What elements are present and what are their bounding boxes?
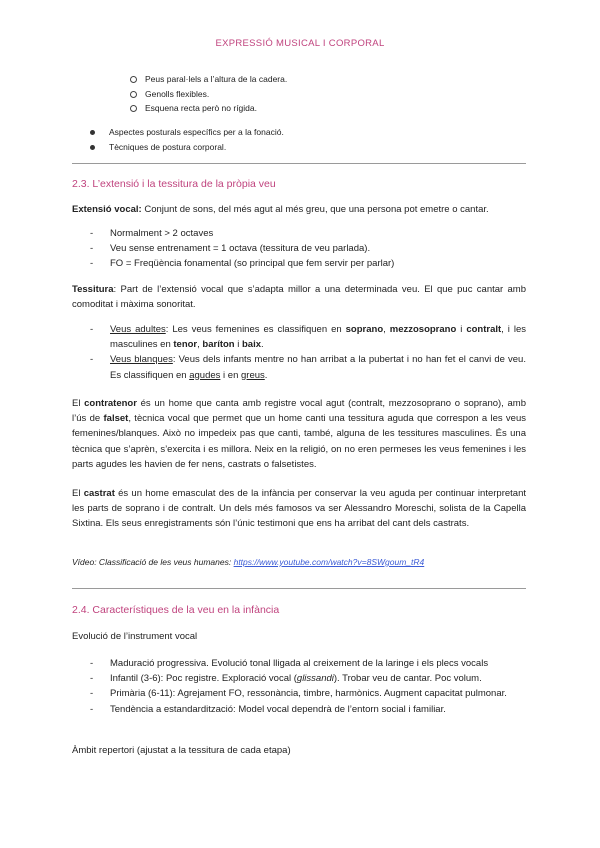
list-item: Esquena recta però no rígida.: [130, 101, 287, 116]
text-span: ,: [197, 339, 203, 351]
bullet-list: [90, 125, 284, 154]
text-span: ). Trobar veu de cantar. Poc volum.: [333, 673, 482, 685]
list-item: [90, 702, 526, 717]
list-item: [90, 686, 526, 701]
list-item-adult-voices: [90, 322, 526, 352]
extension-paragraph: [72, 202, 526, 217]
list-item: - FO = Freqüència fonamental (so principal que fem servir per parlar): [90, 256, 526, 271]
list-item: [90, 671, 526, 686]
page-header-title: EXPRESSIÓ MUSICAL I CORPORAL: [215, 38, 385, 49]
text-span: .: [261, 339, 264, 351]
text-span: i: [456, 324, 467, 335]
section-heading-2-4: 2.4. Característiques de la veu en la infància: [72, 604, 280, 616]
list-item: [90, 656, 526, 671]
term-mezzosoprano: mezzosoprano: [389, 324, 457, 335]
list-item: Genolls flexibles.: [130, 87, 287, 102]
voices-list: [90, 322, 526, 383]
term-glissandi: glissandi: [296, 673, 334, 685]
list-item: Peus paral·lels a l’altura de la cadera.: [130, 72, 287, 87]
term-soprano: soprano: [345, 324, 384, 335]
text-span: i en: [220, 369, 241, 381]
video-label: Vídeo: Classificació de les veus humanes:: [72, 557, 234, 567]
tessitura-paragraph: [72, 282, 526, 312]
adult-voices-label: Veus adultes: [110, 324, 166, 335]
text-span: , i les masculines en: [110, 324, 527, 351]
sub-bullet-list: [130, 72, 287, 116]
text-span: .: [264, 369, 268, 381]
text-span: : Les veus femenines es classifiquen en: [165, 324, 346, 335]
castrat-paragraph: [72, 486, 526, 532]
term-agudes: agudes: [189, 369, 221, 381]
text-span: Maduració progressiva. Evolució tonal lligada al creixement de la laringe i els plecs vocals: [110, 658, 489, 669]
list-item: - Veu sense entrenament = 1 octava (tessitura de veu parlada).: [90, 241, 526, 256]
term-bariton: baríton: [202, 339, 235, 351]
term-greus: greus: [241, 369, 265, 381]
term-baix: baix: [242, 339, 262, 351]
text-span: ,: [383, 324, 390, 335]
section-heading-2-3: 2.3. L’extensió i la tessitura de la pròpia veu: [72, 178, 276, 190]
term-tenor: tenor: [173, 339, 198, 351]
tessitura-label: Tessitura: [72, 284, 114, 295]
section-divider: [72, 588, 526, 589]
tessitura-text: : Part de l’extensió vocal que s’adapta millor a una determinada veu. El que puc cantar amb comoditat i màxima sonoritat.: [72, 284, 526, 311]
text-span: El: [72, 488, 84, 499]
extension-label: Extensió vocal:: [72, 204, 142, 215]
list-item: Aspectes posturals específics per a la fonació.: [90, 125, 284, 140]
text-span: Tendència a estandardització: Model vocal dependrà de l’entorn social i familiar.: [110, 703, 446, 715]
term-falset: falset: [103, 413, 129, 425]
text-span: : Veus dels infants mentre no han arribat a la pubertat i no han fet el canvi de veu. Es classifiquen en: [110, 354, 526, 381]
list-item-white-voices: [90, 352, 526, 382]
text-span: El: [72, 398, 85, 409]
list-item: - Normalment > 2 octaves: [90, 226, 526, 241]
childhood-voice-list: [90, 656, 526, 717]
white-voices-label: Veus blanques: [110, 354, 173, 366]
contratenor-paragraph: [72, 396, 526, 472]
list-item: Tècniques de postura corporal.: [90, 140, 284, 155]
section-divider: [72, 163, 526, 164]
repertoire-range-text: Àmbit repertori (ajustat a la tessitura de cada etapa): [72, 745, 291, 756]
text-span: Primària (6-11): Agrejament FO, ressonància, timbre, harmònics. Augment capacitat pulmonar.: [110, 688, 507, 700]
video-link[interactable]: https://www.youtube.com/watch?v=8SWgoum_tR4: [233, 557, 425, 567]
evolution-intro: Evolució de l’instrument vocal: [72, 631, 198, 642]
text-span: i: [234, 339, 242, 351]
term-contratenor: contratenor: [84, 398, 137, 409]
text-span: és un home que canta amb registre vocal agut (contralt, mezzosoprano o soprano), amb l’ús de: [72, 398, 526, 425]
extension-text: Conjunt de sons, del més agut al més greu, que una persona pot emetre o cantar.: [141, 204, 489, 215]
text-span: , tècnica vocal que permet que un home canti una tessitura aguda que correspon a les veus femenines/blanques. Això no impedeix pas que canti, també, alguna de les tessitures masculines. És una tècnica que s’aprèn, s’exercita i es millora. Neix en la religió, on no eren permeses les veus femenines i les parts agudes les havien de fer nens, castrats o falsetistes.: [72, 413, 526, 470]
text-span: Infantil (3-6): Poc registre. Exploració vocal (: [110, 673, 297, 685]
video-reference: [72, 557, 424, 567]
term-castrat: castrat: [83, 488, 115, 499]
text-span: és un home emasculat des de la infància per conservar la veu aguda per continuar interpretant les parts de soprano i de contralt. Un dels més famosos va ser Alessandro Moreschi, solista de la Capella Sixtina. Els seus enregistraments són l’únic testimoni que ens ha arribat del cant dels castrats.: [72, 488, 526, 530]
term-contralt: contralt: [466, 324, 502, 335]
extension-list: [90, 226, 526, 272]
